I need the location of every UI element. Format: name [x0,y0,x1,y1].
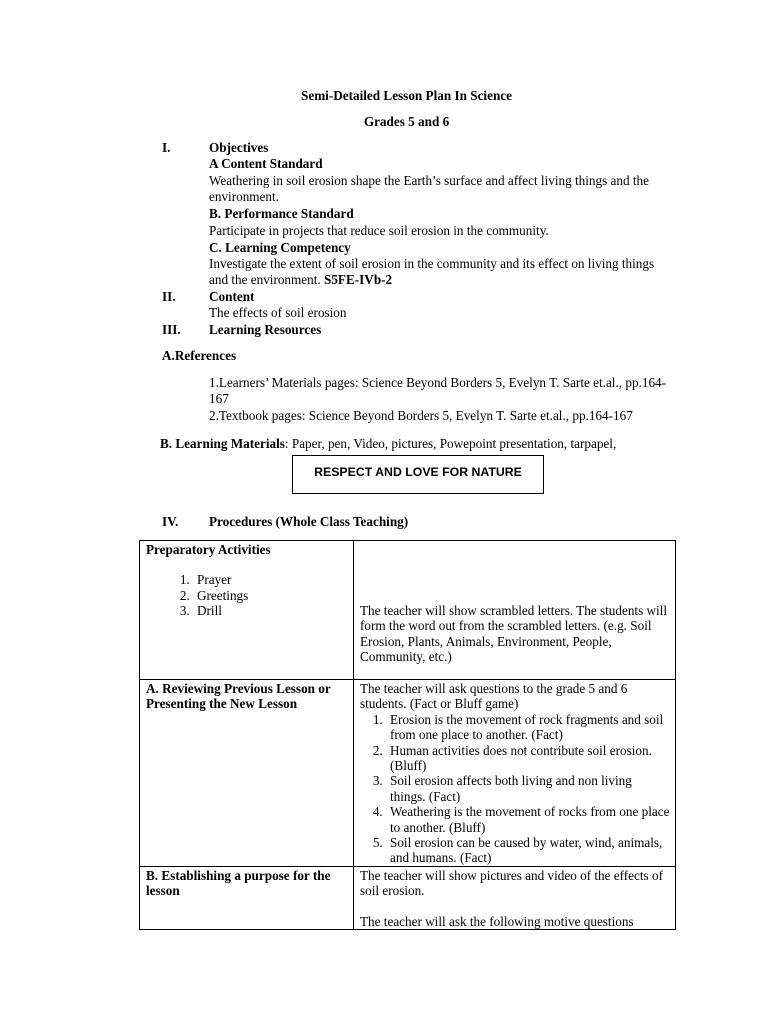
section-number-resources: III. [162,322,181,337]
reference-item-2: 2.Textbook pages: Science Beyond Borders 5, Evelyn T. Sarte et.al., pp.164-167 [209,408,633,423]
table-row [140,680,676,867]
section-number-objectives: I. [162,140,171,155]
table-row [140,866,676,929]
list-item: 2. Human activities does not contribute soil erosion.(Bluff) [386,743,670,774]
preparatory-heading: Preparatory Activities [146,542,271,557]
learning-competency-body: Investigate the extent of soil erosion in the community and its effect on living things and the environment. [209,256,655,288]
page-title: Semi-Detailed Lesson Plan In Science [301,88,512,103]
section-heading-content: Content [209,289,255,304]
performance-standard-text: Participate in projects that reduce soil erosion in the community. [209,223,549,238]
procedures-table [139,540,676,930]
review-intro: The teacher will ask questions to the grade 5 and 6 students. (Fact or Bluff game) [360,681,628,712]
section-heading-procedures: Procedures (Whole Class Teaching) [209,514,409,529]
section-heading-resources: Learning Resources [209,322,322,337]
references-heading: A.References [162,348,237,363]
learning-competency-text [209,256,659,289]
content-text: The effects of soil erosion [209,305,347,320]
grade-level: Grades 5 and 6 [363,114,450,129]
reference-item-1: 1.Learners’ Materials pages: Science Beyond Borders 5, Evelyn T. Sarte et.al., pp.164-167 [209,375,667,407]
table-cell-description [354,541,676,680]
purpose-text-1: The teacher will show pictures and video of the effects of soil erosion. [360,867,663,899]
list-item: 3. Drill [193,603,348,618]
content-standard-text: Weathering in soil erosion shape the Earth’s surface and affect living things and the environment. [209,173,649,205]
table-cell-description [354,866,676,929]
learning-materials [160,436,616,452]
content-standard-heading: A Content Standard [209,156,323,171]
list-item: 5. Soil erosion can be caused by water, wind, animals, and humans. (Fact) [386,835,670,866]
performance-standard-heading: B. Performance Standard [209,206,354,221]
value-integration-text: RESPECT AND LOVE FOR NATURE [314,465,522,479]
purpose-heading: B. Establishing a purpose for the lesson [146,867,331,899]
fact-or-bluff-list [360,712,670,866]
list-item: 1. Erosion is the movement of rock fragments and soil from one place to another. (Fact) [386,712,670,743]
purpose-text-2: The teacher will ask the following motive questions [360,913,634,929]
section-number-procedures: IV. [162,514,179,529]
drill-description: The teacher will show scrambled letters. The students will form the word out from the scrambled letters. (e.g. Soil Erosion, Plants, Animals, Environment, People, Community, etc.) [360,603,668,665]
table-cell-activity [140,680,354,867]
section-number-content: II. [162,289,176,304]
learning-materials-text: : Paper, pen, Video, pictures, Powepoint presentation, tarpapel, [284,436,617,451]
review-heading: A. Reviewing Previous Lesson or Presenting the New Lesson [146,681,331,712]
value-integration-box [292,455,544,494]
learning-materials-label: B. Learning Materials [160,436,285,451]
list-item: 4. Weathering is the movement of rocks from one place to another. (Bluff) [386,804,670,835]
preparatory-list [146,572,348,618]
table-cell-activity [140,541,354,680]
list-item: 1. Prayer [193,572,348,587]
table-cell-activity [140,866,354,929]
list-item: 2. Greetings [193,588,348,603]
table-row [140,541,676,680]
competency-code: S5FE-IVb-2 [324,272,393,288]
table-cell-description [354,680,676,867]
list-item: 3. Soil erosion affects both living and non living things. (Fact) [386,773,670,804]
section-heading-objectives: Objectives [209,140,269,155]
learning-competency-heading: C. Learning Competency [209,240,351,255]
